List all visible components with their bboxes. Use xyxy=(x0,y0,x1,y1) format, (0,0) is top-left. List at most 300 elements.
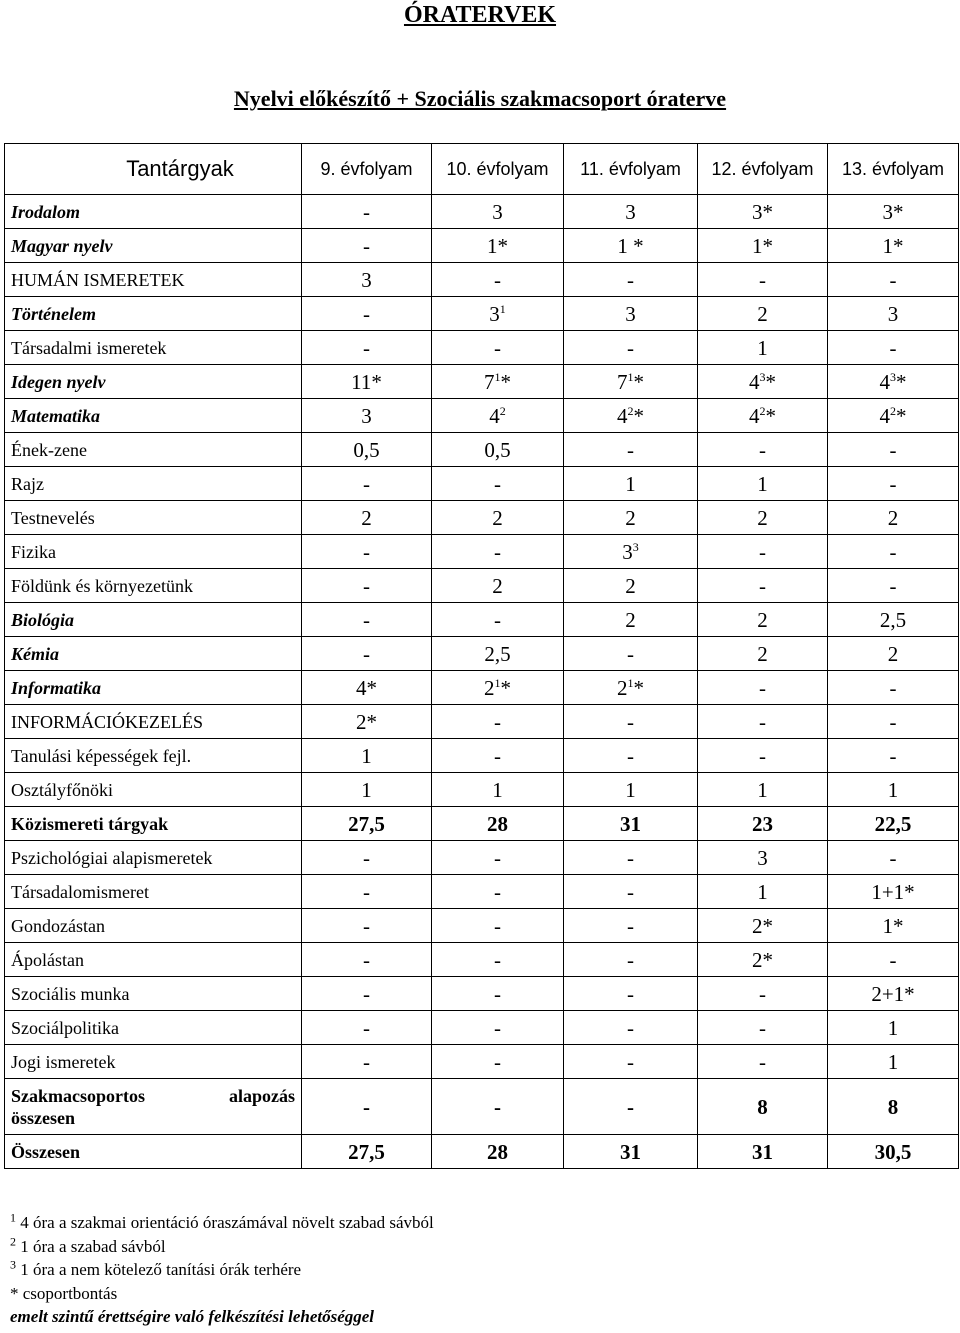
hours-value: - xyxy=(889,743,897,768)
hours-value: - xyxy=(889,267,897,292)
hours-value: 22,5 xyxy=(874,811,912,836)
hours-value: - xyxy=(494,743,501,768)
subject-name-part: összesen xyxy=(11,1107,75,1128)
table-row xyxy=(5,603,959,637)
hours-cell xyxy=(302,1079,432,1135)
hours-value: - xyxy=(627,1094,634,1119)
hours-cell xyxy=(698,1011,828,1045)
footnote-line xyxy=(10,1211,434,1235)
hours-cell xyxy=(302,671,432,705)
subject-name: Magyar nyelv xyxy=(5,229,302,263)
hours-value: 1* xyxy=(882,913,904,938)
subject-name: INFORMÁCIÓKEZELÉS xyxy=(5,705,302,739)
hours-value: - xyxy=(363,539,370,564)
hours-value: 3 xyxy=(625,301,636,326)
hours-cell xyxy=(302,1135,432,1169)
hours-value: 1 xyxy=(757,335,768,360)
footnote-ref: 3 xyxy=(759,369,766,384)
hours-value: - xyxy=(889,573,897,598)
hours-cell xyxy=(698,399,828,433)
header-subjects: Tantárgyak xyxy=(5,144,302,195)
hours-value: 2* xyxy=(356,709,377,734)
hours-cell xyxy=(432,671,564,705)
hours-cell xyxy=(302,535,432,569)
hours-value: 1 * xyxy=(617,233,644,258)
subject-name: HUMÁN ISMERETEK xyxy=(5,263,302,297)
hours-value: 2* xyxy=(752,913,773,938)
hours-cell xyxy=(432,1079,564,1135)
hours-cell xyxy=(564,263,698,297)
hours-cell xyxy=(698,943,828,977)
hours-value: 2 xyxy=(625,607,636,632)
hours-cell xyxy=(698,263,828,297)
hours-value: - xyxy=(627,709,634,734)
footnote-text: emelt szintű érettségire való felkészítési lehetőséggel xyxy=(10,1307,375,1326)
subject-name: Matematika xyxy=(5,399,302,433)
table-row xyxy=(5,365,959,399)
subject-name xyxy=(5,1079,302,1135)
hours-cell xyxy=(564,807,698,841)
hours-cell xyxy=(564,841,698,875)
hours-cell xyxy=(432,229,564,263)
hours-value: - xyxy=(363,947,370,972)
hours-value: - xyxy=(494,913,501,938)
footnote-mark: 2 xyxy=(10,1233,16,1248)
hours-value: - xyxy=(627,437,634,462)
hours-value: - xyxy=(759,709,766,734)
hours-value: - xyxy=(627,947,634,972)
footnote-mark: 3 xyxy=(10,1257,16,1272)
hours-cell xyxy=(564,909,698,943)
group-mark: * xyxy=(500,369,511,394)
footnote-text: * csoportbontás xyxy=(10,1283,118,1303)
hours-value: 3 xyxy=(622,539,633,564)
hours-cell xyxy=(828,841,959,875)
hours-value: 1 xyxy=(887,1049,899,1074)
footnotes xyxy=(10,1211,434,1329)
hours-cell xyxy=(302,875,432,909)
subject-name: Pszichológiai alapismeretek xyxy=(5,841,302,875)
hours-value: 4 xyxy=(749,403,760,428)
hours-value: - xyxy=(759,437,766,462)
table-row xyxy=(5,433,959,467)
table-row xyxy=(5,943,959,977)
hours-cell xyxy=(828,603,959,637)
hours-cell xyxy=(432,1045,564,1079)
subject-name-part: Szakmacsoportos xyxy=(11,1085,145,1106)
hours-cell xyxy=(698,977,828,1011)
hours-value: 2 xyxy=(887,641,899,666)
hours-cell xyxy=(302,1011,432,1045)
hours-value: - xyxy=(494,981,501,1006)
subject-name: Jogi ismeretek xyxy=(5,1045,302,1079)
hours-cell xyxy=(698,1079,828,1135)
hours-cell xyxy=(432,977,564,1011)
hours-cell xyxy=(302,297,432,331)
table-row xyxy=(5,263,959,297)
table-row xyxy=(5,875,959,909)
table-row xyxy=(5,569,959,603)
group-mark: * xyxy=(896,403,907,428)
hours-value: - xyxy=(627,845,634,870)
hours-cell xyxy=(564,977,698,1011)
subject-name: Történelem xyxy=(5,297,302,331)
hours-value: 28 xyxy=(487,1139,508,1164)
hours-value: - xyxy=(494,1094,501,1119)
hours-cell xyxy=(564,773,698,807)
footnote-mark: 1 xyxy=(10,1210,16,1225)
hours-cell xyxy=(698,1135,828,1169)
subject-name: Fizika xyxy=(5,535,302,569)
hours-cell xyxy=(302,229,432,263)
hours-cell xyxy=(698,841,828,875)
hours-value: - xyxy=(494,335,501,360)
hours-value: - xyxy=(889,335,897,360)
hours-value: 3* xyxy=(882,199,904,224)
hours-cell xyxy=(564,229,698,263)
footnote-ref: 2 xyxy=(627,403,634,418)
hours-cell xyxy=(698,501,828,535)
hours-cell xyxy=(828,977,959,1011)
subject-name: Szociálpolitika xyxy=(5,1011,302,1045)
hours-cell xyxy=(432,399,564,433)
hours-cell xyxy=(828,807,959,841)
hours-value: 1 xyxy=(492,777,503,802)
hours-cell xyxy=(698,331,828,365)
hours-value: - xyxy=(494,471,501,496)
hours-value: 1 xyxy=(361,743,372,768)
hours-value: - xyxy=(759,539,766,564)
hours-value: - xyxy=(494,267,501,292)
header-year-11: 11. évfolyam xyxy=(564,144,698,195)
table-row xyxy=(5,535,959,569)
hours-value: 27,5 xyxy=(348,1139,385,1164)
hours-cell xyxy=(302,909,432,943)
hours-cell xyxy=(432,739,564,773)
group-mark: * xyxy=(765,403,776,428)
hours-value: 7 xyxy=(617,369,628,394)
hours-cell xyxy=(432,501,564,535)
hours-value: 3 xyxy=(625,199,636,224)
hours-value: - xyxy=(494,1049,501,1074)
footnote-line xyxy=(10,1258,434,1282)
table-row xyxy=(5,739,959,773)
header-year-13: 13. évfolyam xyxy=(828,144,959,195)
hours-cell xyxy=(302,195,432,229)
hours-cell xyxy=(432,943,564,977)
hours-cell xyxy=(828,1135,959,1169)
hours-cell xyxy=(302,569,432,603)
hours-value: 3* xyxy=(752,199,773,224)
footnote-ref: 3 xyxy=(890,369,896,384)
hours-value: 8 xyxy=(757,1094,768,1119)
hours-cell xyxy=(828,1079,959,1135)
hours-value: 4* xyxy=(356,675,377,700)
hours-cell xyxy=(828,739,959,773)
subject-name: Informatika xyxy=(5,671,302,705)
hours-cell xyxy=(432,331,564,365)
hours-cell xyxy=(564,1045,698,1079)
hours-cell xyxy=(432,297,564,331)
hours-value: - xyxy=(494,879,501,904)
hours-value: - xyxy=(759,267,766,292)
hours-value: - xyxy=(363,301,370,326)
hours-value: 4 xyxy=(489,403,500,428)
hours-value: - xyxy=(889,709,897,734)
hours-cell xyxy=(828,297,959,331)
hours-cell xyxy=(698,637,828,671)
hours-cell xyxy=(828,637,959,671)
header-year-10: 10. évfolyam xyxy=(432,144,564,195)
footnote-line xyxy=(10,1282,434,1306)
hours-cell xyxy=(698,773,828,807)
hours-value: 1 xyxy=(887,1015,899,1040)
hours-cell xyxy=(564,603,698,637)
hours-value: - xyxy=(627,743,634,768)
hours-cell xyxy=(698,705,828,739)
hours-value: 1 xyxy=(625,471,636,496)
footnote-ref: 2 xyxy=(759,403,766,418)
hours-value: 1 xyxy=(757,879,768,904)
table-row xyxy=(5,399,959,433)
hours-cell xyxy=(828,705,959,739)
hours-cell xyxy=(564,671,698,705)
hours-value: - xyxy=(363,879,370,904)
hours-value: - xyxy=(627,913,634,938)
hours-value: - xyxy=(363,1015,370,1040)
hours-cell xyxy=(564,433,698,467)
subject-name: Szociális munka xyxy=(5,977,302,1011)
hours-value: 3 xyxy=(489,301,500,326)
hours-cell xyxy=(828,433,959,467)
table-header-row xyxy=(5,144,959,195)
hours-value: 1* xyxy=(752,233,773,258)
hours-value: - xyxy=(759,1015,766,1040)
hours-cell xyxy=(564,1079,698,1135)
subject-name-part: alapozás xyxy=(228,1085,295,1106)
hours-value: 2 xyxy=(625,505,636,530)
subject-name: Idegen nyelv xyxy=(5,365,302,399)
hours-value: - xyxy=(363,573,370,598)
hours-cell xyxy=(698,195,828,229)
hours-value: 31 xyxy=(620,1139,641,1164)
header-year-12: 12. évfolyam xyxy=(698,144,828,195)
hours-cell xyxy=(302,739,432,773)
table-row xyxy=(5,229,959,263)
hours-value: 27,5 xyxy=(348,811,385,836)
table-row xyxy=(5,297,959,331)
hours-value: 1 xyxy=(757,777,768,802)
hours-cell xyxy=(432,773,564,807)
hours-cell xyxy=(564,875,698,909)
table-row xyxy=(5,773,959,807)
hours-value: - xyxy=(759,981,766,1006)
subject-name: Rajz xyxy=(5,467,302,501)
hours-cell xyxy=(432,1135,564,1169)
hours-value: - xyxy=(627,879,634,904)
hours-value: - xyxy=(363,233,370,258)
hours-cell xyxy=(698,535,828,569)
hours-value: - xyxy=(494,709,501,734)
hours-value: - xyxy=(889,675,897,700)
footnote-ref: 1 xyxy=(499,301,506,316)
hours-cell xyxy=(432,433,564,467)
hours-cell xyxy=(564,1135,698,1169)
table-row xyxy=(5,467,959,501)
table-row xyxy=(5,1135,959,1169)
hours-value: - xyxy=(627,1015,634,1040)
footnote-ref: 1 xyxy=(627,369,634,384)
hours-cell xyxy=(564,1011,698,1045)
hours-value: - xyxy=(363,913,370,938)
hours-value: 11* xyxy=(351,369,382,394)
hours-value: 2+1* xyxy=(871,981,915,1006)
group-mark: * xyxy=(633,369,644,394)
hours-cell xyxy=(302,637,432,671)
hours-cell xyxy=(302,399,432,433)
hours-value: 31 xyxy=(752,1139,773,1164)
footnote-ref: 2 xyxy=(499,403,506,418)
hours-cell xyxy=(564,195,698,229)
hours-value: 1 xyxy=(757,471,768,496)
hours-cell xyxy=(698,297,828,331)
hours-value: 1* xyxy=(487,233,508,258)
group-mark: * xyxy=(500,675,511,700)
footnote-ref: 2 xyxy=(890,403,896,418)
hours-cell xyxy=(302,943,432,977)
hours-cell xyxy=(564,297,698,331)
table-row xyxy=(5,671,959,705)
hours-cell xyxy=(698,739,828,773)
hours-value: - xyxy=(494,845,501,870)
hours-cell xyxy=(828,399,959,433)
hours-value: - xyxy=(627,335,634,360)
hours-cell xyxy=(828,263,959,297)
hours-cell xyxy=(698,807,828,841)
hours-value: 2 xyxy=(757,505,768,530)
hours-value: 1+1* xyxy=(871,879,915,904)
hours-cell xyxy=(564,467,698,501)
hours-cell xyxy=(302,433,432,467)
hours-cell xyxy=(302,841,432,875)
hours-value: - xyxy=(759,1049,766,1074)
hours-cell xyxy=(828,331,959,365)
table-row xyxy=(5,195,959,229)
hours-value: - xyxy=(889,471,897,496)
hours-value: 28 xyxy=(487,811,508,836)
subject-name: Kémia xyxy=(5,637,302,671)
hours-value: - xyxy=(627,981,634,1006)
hours-value: 31 xyxy=(620,811,641,836)
hours-value: 8 xyxy=(887,1094,899,1119)
group-mark: * xyxy=(765,369,776,394)
hours-cell xyxy=(828,195,959,229)
table-row xyxy=(5,1045,959,1079)
hours-value: - xyxy=(363,607,370,632)
subject-name: Irodalom xyxy=(5,195,302,229)
hours-value: 1 xyxy=(625,777,636,802)
hours-value: - xyxy=(889,437,897,462)
hours-value: - xyxy=(363,845,370,870)
footnote-ref: 3 xyxy=(632,539,639,554)
subject-name: Társadalmi ismeretek xyxy=(5,331,302,365)
subject-name: Tanulási képességek fejl. xyxy=(5,739,302,773)
hours-cell xyxy=(302,501,432,535)
hours-value: - xyxy=(363,1049,370,1074)
hours-value: 2,5 xyxy=(484,641,511,666)
footnote-text: 1 óra a szabad sávból xyxy=(16,1236,166,1256)
hours-value: - xyxy=(494,539,501,564)
page-subtitle: Nyelvi előkészítő + Szociális szakmacsoport óraterve xyxy=(233,86,727,111)
hours-cell xyxy=(828,229,959,263)
hours-value: 3 xyxy=(887,301,899,326)
group-mark: * xyxy=(633,403,644,428)
subject-name: Ének-zene xyxy=(5,433,302,467)
hours-cell xyxy=(828,535,959,569)
hours-value: 30,5 xyxy=(874,1139,912,1164)
hours-value: - xyxy=(363,641,370,666)
hours-value: 1 xyxy=(887,777,899,802)
hours-cell xyxy=(828,909,959,943)
hours-cell xyxy=(564,331,698,365)
hours-cell xyxy=(302,1045,432,1079)
hours-value: 1* xyxy=(882,233,904,258)
table-row xyxy=(5,841,959,875)
hours-value: 3 xyxy=(361,403,372,428)
hours-value: - xyxy=(363,335,370,360)
footnote-line xyxy=(10,1305,434,1329)
hours-cell xyxy=(698,909,828,943)
hours-value: 0,5 xyxy=(353,437,380,462)
hours-cell xyxy=(828,773,959,807)
subject-name: Testnevelés xyxy=(5,501,302,535)
hours-value: - xyxy=(627,267,634,292)
subject-name: Biológia xyxy=(5,603,302,637)
hours-cell xyxy=(698,603,828,637)
hours-cell xyxy=(828,569,959,603)
hours-cell xyxy=(432,909,564,943)
subject-name: Osztályfőnöki xyxy=(5,773,302,807)
hours-cell xyxy=(564,705,698,739)
hours-value: 2 xyxy=(625,573,636,598)
hours-value: 3 xyxy=(757,845,768,870)
page-title: ÓRATERVEK xyxy=(403,2,557,28)
hours-value: - xyxy=(494,1015,501,1040)
hours-value: 4 xyxy=(879,369,890,394)
table-row xyxy=(5,705,959,739)
footnote-ref: 1 xyxy=(494,369,501,384)
hours-value: 2* xyxy=(752,947,773,972)
hours-cell xyxy=(828,671,959,705)
subject-name: Gondozástan xyxy=(5,909,302,943)
hours-cell xyxy=(432,841,564,875)
hours-cell xyxy=(302,365,432,399)
hours-cell xyxy=(698,1045,828,1079)
hours-cell xyxy=(432,603,564,637)
footnote-text: 4 óra a szakmai orientáció óraszámával növelt szabad sávból xyxy=(16,1213,434,1232)
hours-value: - xyxy=(759,743,766,768)
hours-value: - xyxy=(889,539,897,564)
subject-name: Összesen xyxy=(5,1135,302,1169)
table-row xyxy=(5,1011,959,1045)
hours-cell xyxy=(432,807,564,841)
hours-cell xyxy=(698,229,828,263)
hours-value: 2 xyxy=(484,675,495,700)
hours-cell xyxy=(302,977,432,1011)
hours-value: 4 xyxy=(617,403,628,428)
hours-value: 2,5 xyxy=(879,607,907,632)
hours-value: 2 xyxy=(757,301,768,326)
